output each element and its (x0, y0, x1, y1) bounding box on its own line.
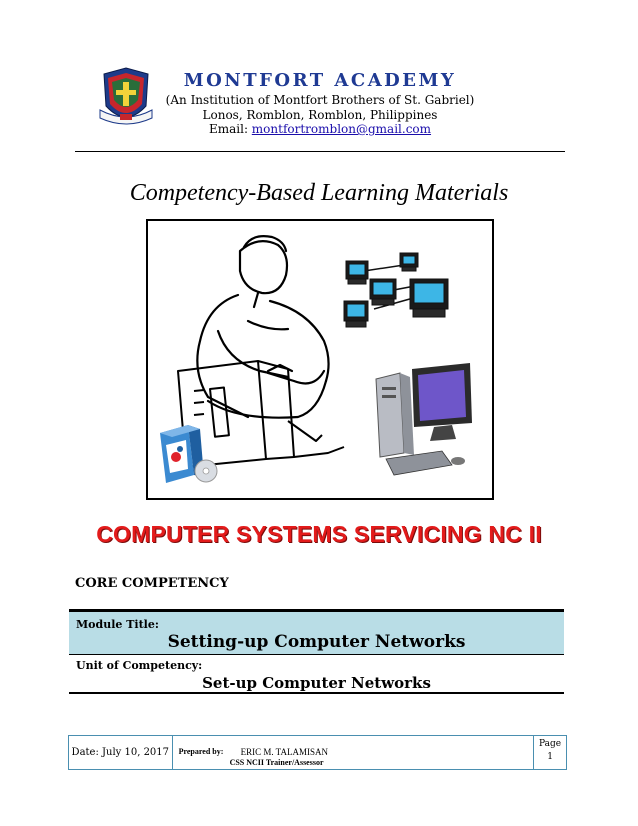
email-label: Email: (208, 122, 252, 136)
core-competency-label: CORE COMPETENCY (75, 576, 229, 591)
course-title: COMPUTER SYSTEMS SERVICING NC II (96, 521, 542, 547)
page-number: 1 (547, 752, 553, 762)
school-email-line (160, 122, 480, 136)
school-logo-icon (98, 66, 154, 132)
prepared-by-label: Prepared by: (178, 747, 224, 756)
prepared-by-role: CSS NCII Trainer/Assessor (229, 758, 324, 767)
desktop-pc-icon (376, 363, 472, 475)
document-subtitle: Competency-Based Learning Materials (129, 180, 509, 206)
school-name: MONTFORT ACADEMY (183, 70, 457, 91)
unit-divider (69, 692, 564, 694)
module-title-value: Setting-up Computer Networks (167, 632, 466, 652)
unit-of-competency-value: Set-up Computer Networks (202, 674, 431, 692)
footer-prepared-by (173, 736, 535, 769)
header-divider (75, 151, 565, 152)
network-computers-icon (344, 253, 448, 327)
page-footer (68, 735, 567, 770)
cover-illustration (146, 219, 494, 500)
email-link[interactable]: montfortromblon@gmail.com (251, 122, 432, 136)
module-title-label: Module Title: (76, 618, 159, 631)
unit-of-competency-label: Unit of Competency: (76, 659, 203, 672)
footer-page (534, 736, 566, 769)
school-affiliation: (An Institution of Montfort Brothers of St. Gabriel) (165, 93, 475, 107)
module-title-box (69, 609, 564, 655)
prepared-by-name: ERIC M. TALAMISAN (240, 747, 328, 757)
page-label: Page (539, 739, 562, 749)
technician-person-icon (197, 236, 328, 418)
footer-date: Date: July 10, 2017 (69, 736, 173, 769)
software-box-icon (160, 425, 217, 483)
school-address: Lonos, Romblon, Romblon, Philippines (202, 108, 438, 122)
